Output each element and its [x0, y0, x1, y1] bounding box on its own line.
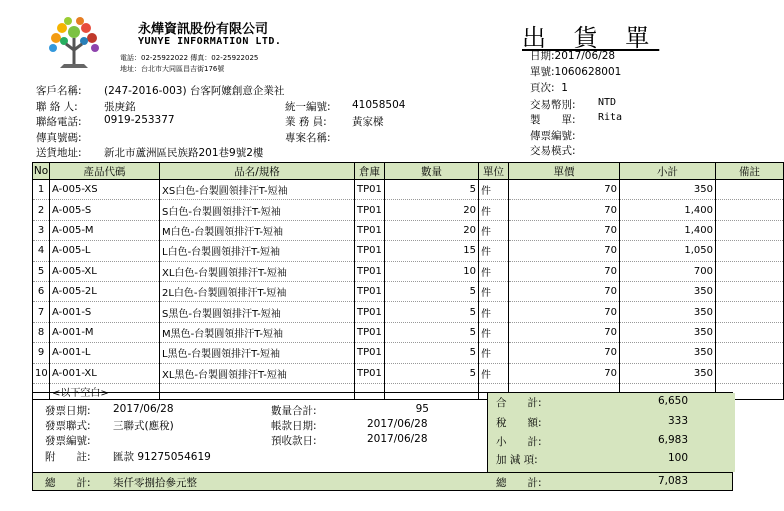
doc-no-label: 單號: — [530, 66, 555, 78]
page-label: 頁次: — [530, 82, 555, 94]
row-code: A-005-XS — [50, 180, 160, 200]
customer-name: (247-2016-003) 台客阿嬤創意企業社 — [104, 85, 285, 97]
row-qty: 10 — [385, 261, 479, 281]
footer-invoice-no-label: 發票編號: — [45, 435, 91, 447]
table-row — [33, 302, 784, 322]
row-code: A-005-M — [50, 220, 160, 240]
row-qty: 5 — [385, 343, 479, 363]
row-warehouse: TP01 — [355, 180, 385, 200]
row-subtotal: 350 — [620, 281, 716, 301]
table-row — [33, 322, 784, 342]
row-qty: 5 — [385, 180, 479, 200]
table-row — [33, 241, 784, 261]
row-name: XS白色-台製圓領排汗T-短袖 — [160, 180, 355, 200]
row-warehouse: TP01 — [355, 261, 385, 281]
row-warehouse: TP01 — [355, 281, 385, 301]
phone-label: 聯絡電話: — [36, 116, 82, 128]
row-subtotal: 350 — [620, 322, 716, 342]
table-row — [33, 200, 784, 220]
fax-label: 傳真號碼: — [36, 132, 82, 144]
adjust-label: 加 減 項: — [496, 454, 538, 466]
row-price: 70 — [509, 363, 620, 383]
sum-value: 6,650 — [657, 395, 688, 407]
table-row — [33, 343, 784, 363]
row-price: 70 — [509, 302, 620, 322]
contact-label: 聯 絡 人: — [36, 101, 78, 113]
items-header-row — [33, 163, 784, 180]
row-unit: 件 — [479, 241, 509, 261]
row-qty: 15 — [385, 241, 479, 261]
row-qty: 5 — [385, 281, 479, 301]
grand-total-value: 7,083 — [657, 475, 688, 487]
row-no: 8 — [33, 322, 50, 342]
row-warehouse: TP01 — [355, 322, 385, 342]
subtotal-value: 6,983 — [657, 434, 688, 446]
row-unit: 件 — [479, 343, 509, 363]
grand-label-left: 總 計: — [45, 477, 91, 489]
row-subtotal: 700 — [620, 261, 716, 281]
expected-date-label: 預收款日: — [271, 435, 317, 447]
row-price: 70 — [509, 241, 620, 261]
row-unit: 件 — [479, 302, 509, 322]
row-no: 2 — [33, 200, 50, 220]
doc-no: 1060628001 — [554, 66, 622, 78]
document-title: 出 貨 單 — [522, 24, 660, 52]
maker-value: Rita — [598, 112, 623, 123]
currency-label: 交易幣別: — [530, 99, 576, 111]
row-code: A-001-M — [50, 322, 160, 342]
table-row — [33, 261, 784, 281]
invoice-type-value: 三聯式(應稅) — [113, 420, 174, 432]
row-note — [716, 302, 784, 322]
row-price: 70 — [509, 343, 620, 363]
col-price-header: 單價 — [509, 163, 620, 180]
row-name: L白色-台製圓領排汗T-短袖 — [160, 241, 355, 261]
grand-total-words: 柒仟零捌拾參元整 — [113, 477, 197, 489]
row-note — [716, 180, 784, 200]
row-no: 3 — [33, 220, 50, 240]
invoice-type-label: 發票聯式: — [45, 420, 91, 432]
row-subtotal: 1,400 — [620, 200, 716, 220]
customer-name-label: 客戶名稱: — [36, 85, 82, 97]
invoice-date-value: 2017/06/28 — [113, 403, 174, 415]
company-name: 永燁資訊股份有限公司 — [138, 22, 269, 37]
company-phone-line: 電話：02-25922022 傳真：02-25922025 — [120, 54, 259, 62]
row-subtotal: 1,050 — [620, 241, 716, 261]
row-code: A-005-S — [50, 200, 160, 220]
row-warehouse: TP01 — [355, 220, 385, 240]
row-qty: 5 — [385, 363, 479, 383]
subtotal-label: 小 計: — [496, 436, 542, 448]
row-note — [716, 241, 784, 261]
row-no: 7 — [33, 302, 50, 322]
sum-label: 合 計: — [496, 397, 542, 409]
account-date-value: 2017/06/28 — [367, 418, 428, 430]
expected-date-value: 2017/06/28 — [367, 433, 428, 445]
row-name: S黑色-台製圓領排汗T-短袖 — [160, 302, 355, 322]
page-row — [530, 80, 568, 95]
row-price: 70 — [509, 180, 620, 200]
items-table — [32, 162, 784, 400]
doc-no-row — [530, 64, 621, 79]
row-unit: 件 — [479, 220, 509, 240]
ship-addr-value: 新北市蘆洲區民族路201巷9號2樓 — [104, 147, 264, 159]
currency-value: NTD — [598, 97, 617, 108]
tax-value: 333 — [667, 415, 688, 427]
row-price: 70 — [509, 220, 620, 240]
grand-label-right: 總 計: — [496, 477, 542, 489]
row-qty: 20 — [385, 220, 479, 240]
row-name: S白色-台製圓領排汗T-短袖 — [160, 200, 355, 220]
qty-total-label: 數量合計: — [271, 405, 317, 417]
row-note — [716, 281, 784, 301]
row-qty: 20 — [385, 200, 479, 220]
table-row — [33, 220, 784, 240]
col-code-header: 產品代碼 — [50, 163, 160, 180]
row-no: 10 — [33, 363, 50, 383]
row-subtotal: 350 — [620, 363, 716, 383]
note-value: 匯款 91275054619 — [113, 451, 211, 463]
doc-date-label: 日期: — [530, 50, 555, 62]
invoice-no-label: 傳票編號: — [530, 130, 576, 142]
row-code: A-005-L — [50, 241, 160, 261]
row-warehouse: TP01 — [355, 343, 385, 363]
row-unit: 件 — [479, 363, 509, 383]
row-subtotal: 350 — [620, 302, 716, 322]
row-note — [716, 200, 784, 220]
row-subtotal: 1,400 — [620, 220, 716, 240]
table-row — [33, 281, 784, 301]
col-qty-header: 數量 — [385, 163, 479, 180]
sales-label: 業 務 員: — [285, 116, 327, 128]
row-subtotal: 350 — [620, 343, 716, 363]
row-unit: 件 — [479, 200, 509, 220]
row-unit: 件 — [479, 261, 509, 281]
row-note — [716, 220, 784, 240]
row-name: L黑色-台製圓領排汗T-短袖 — [160, 343, 355, 363]
row-no: 1 — [33, 180, 50, 200]
adjust-value: 100 — [667, 452, 688, 464]
row-price: 70 — [509, 281, 620, 301]
row-name: XL白色-台製圓領排汗T-短袖 — [160, 261, 355, 281]
ship-addr-label: 送貨地址: — [36, 147, 82, 159]
qty-total-value: 95 — [415, 403, 429, 415]
row-qty: 5 — [385, 302, 479, 322]
maker-label: 製 單: — [530, 114, 576, 126]
col-warehouse-header: 倉庫 — [355, 163, 385, 180]
row-price: 70 — [509, 322, 620, 342]
company-address-line: 地址：台北市大同區昌吉街176號 — [120, 65, 225, 73]
row-price: 70 — [509, 200, 620, 220]
row-no: 6 — [33, 281, 50, 301]
row-unit: 件 — [479, 180, 509, 200]
blank-marker: <以下空白> — [50, 383, 160, 399]
row-code: A-001-L — [50, 343, 160, 363]
row-qty: 5 — [385, 322, 479, 342]
row-note — [716, 322, 784, 342]
company-name-en: YUNYE INFORMATION LTD. — [138, 36, 282, 47]
row-name: XL黑色-台製圓領排汗T-短袖 — [160, 363, 355, 383]
col-name-header: 品名/規格 — [160, 163, 355, 180]
row-no: 4 — [33, 241, 50, 261]
doc-date-row — [530, 48, 615, 63]
row-no: 5 — [33, 261, 50, 281]
row-warehouse: TP01 — [355, 241, 385, 261]
page-number: 1 — [561, 82, 568, 94]
footer-panel — [32, 392, 733, 473]
tax-id-label: 統一編號: — [285, 101, 331, 113]
note-label: 附 註: — [45, 451, 91, 463]
row-code: A-005-XL — [50, 261, 160, 281]
row-warehouse: TP01 — [355, 200, 385, 220]
row-warehouse: TP01 — [355, 302, 385, 322]
phone-value: 0919-253377 — [104, 114, 175, 126]
row-name: M黑色-台製圓領排汗T-短袖 — [160, 322, 355, 342]
row-code: A-001-XL — [50, 363, 160, 383]
row-code: A-005-2L — [50, 281, 160, 301]
col-unit-header: 單位 — [479, 163, 509, 180]
row-code: A-001-S — [50, 302, 160, 322]
row-note — [716, 363, 784, 383]
account-date-label: 帳款日期: — [271, 420, 317, 432]
sales-value: 黃家樑 — [352, 116, 384, 128]
row-note — [716, 261, 784, 281]
tax-id-value: 41058504 — [352, 99, 406, 111]
tax-label: 稅 額: — [496, 417, 542, 429]
col-note-header: 備註 — [716, 163, 784, 180]
grand-total-bar — [32, 472, 733, 491]
row-no: 9 — [33, 343, 50, 363]
row-unit: 件 — [479, 281, 509, 301]
row-warehouse: TP01 — [355, 363, 385, 383]
trade-mode-label: 交易模式: — [530, 145, 576, 157]
row-subtotal: 350 — [620, 180, 716, 200]
doc-date: 2017/06/28 — [554, 50, 616, 62]
row-price: 70 — [509, 261, 620, 281]
invoice-date-label: 發票日期: — [45, 405, 91, 417]
row-unit: 件 — [479, 322, 509, 342]
table-row — [33, 180, 784, 200]
table-row — [33, 363, 784, 383]
totals-panel — [487, 393, 735, 472]
col-no-header: No — [33, 163, 50, 180]
company-logo-icon — [46, 14, 102, 72]
row-name: 2L白色-台製圓領排汗T-短袖 — [160, 281, 355, 301]
row-name: M白色-台製圓領排汗T-短袖 — [160, 220, 355, 240]
currency-row — [530, 97, 576, 112]
col-subtotal-header: 小計 — [620, 163, 716, 180]
row-note — [716, 343, 784, 363]
contact-value: 張庚銘 — [104, 101, 136, 113]
project-label: 專案名稱: — [285, 132, 331, 144]
